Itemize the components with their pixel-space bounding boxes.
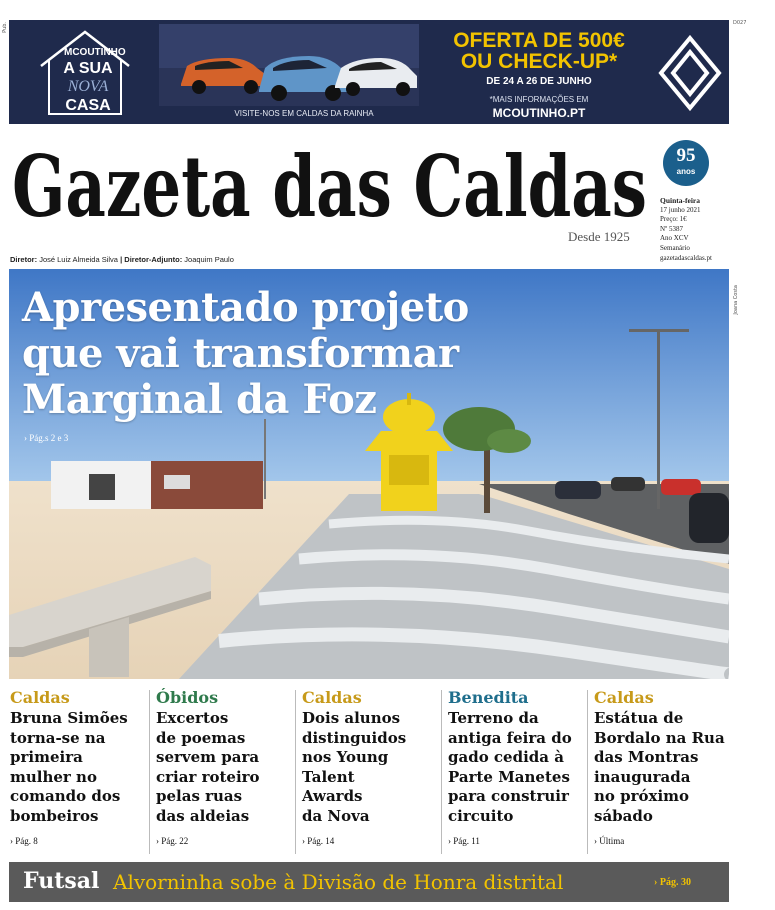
teaser-page-ref[interactable]: [10, 836, 38, 846]
anniversary-badge: [663, 140, 709, 186]
advertisement-banner[interactable]: [9, 20, 729, 124]
deputy-label: Diretor-Adjunto:: [124, 255, 183, 264]
teaser-section: Óbidos: [156, 688, 219, 707]
renault-logo-icon: [657, 34, 723, 112]
chevron-right-icon: ›: [24, 433, 27, 443]
teaser-headline-line: sábado: [594, 806, 653, 825]
teaser-page-ref-text: Última: [599, 836, 625, 846]
lead-page-ref[interactable]: [24, 433, 68, 443]
teaser-headline-line: servem para: [156, 748, 260, 767]
teaser-headline-line: de poemas: [156, 728, 246, 747]
teaser-headline-line: mulher no: [10, 767, 97, 786]
ad-line-1: A SUA: [63, 60, 113, 77]
teaser-page-ref[interactable]: [302, 836, 334, 846]
teaser-headline-line: das Montras: [594, 748, 699, 767]
ad-offer: [419, 30, 659, 72]
staff-separator: |: [120, 255, 123, 264]
teaser-headline: [302, 709, 440, 827]
teaser-headline-line: comando dos: [10, 787, 121, 806]
teaser-headline-line: gado cedida à: [448, 748, 564, 767]
edition-date: 17 junho 2021: [660, 205, 701, 214]
ad-dates: DE 24 A 26 DE JUNHO: [486, 76, 592, 87]
teaser-headline-line: Awards: [302, 787, 363, 806]
staff-line: [10, 255, 234, 264]
teaser-headline-line: Parte Manetes: [448, 767, 570, 786]
column-divider: [441, 690, 442, 854]
edition-year: Ano XCV: [660, 234, 689, 243]
teaser-headline-line: distinguidos: [302, 728, 407, 747]
lead-page-ref-text: Pág.s 2 e 3: [29, 433, 69, 443]
teaser-headline: [10, 709, 148, 827]
footer-section: Futsal: [23, 868, 100, 894]
teaser-headline-line: Dois alunos: [302, 709, 401, 727]
column-divider: [587, 690, 588, 854]
teaser-headline-line: da Nova: [302, 806, 370, 825]
teaser-page-ref-text: Pág. 22: [161, 836, 189, 846]
teaser-article[interactable]: [448, 688, 586, 846]
ad-line-2: NOVA: [67, 78, 109, 95]
teaser-headline-line: Bruna Simões: [10, 709, 128, 727]
lead-headline[interactable]: [22, 285, 542, 423]
teaser-page-ref[interactable]: [156, 836, 188, 846]
edition-info: [660, 196, 732, 263]
lead-headline-line-3: Marginal da Foz: [22, 376, 377, 423]
teaser-headline-line: Terreno da: [448, 709, 539, 727]
teaser-headline-line: Excertos: [156, 709, 229, 727]
teaser-page-ref[interactable]: [594, 836, 624, 846]
masthead-since: Desde 1925: [568, 229, 630, 244]
teaser-headline: [594, 709, 732, 827]
footer-story-title: Alvorninha sobe à Divisão de Honra distrital: [113, 870, 564, 894]
chevron-right-icon: ›: [302, 836, 308, 846]
ad-line-3: CASA: [65, 97, 111, 114]
teaser-headline-line: circuito: [448, 806, 514, 825]
teaser-article[interactable]: [156, 688, 294, 846]
anniversary-number: 95: [676, 145, 696, 166]
teaser-headline-line: torna-se na: [10, 728, 106, 747]
column-divider: [295, 690, 296, 854]
edition-website[interactable]: gazetadascaldas.pt: [660, 253, 712, 262]
teaser-section: Caldas: [594, 688, 654, 707]
ad-brand-small: MCOUTINHO: [64, 47, 126, 58]
lead-headline-line-1: Apresentado projeto: [22, 284, 469, 331]
chevron-right-icon: ›: [448, 836, 454, 846]
ad-side-label: Pub.: [2, 22, 8, 33]
ad-visit-text: VISITE-NOS EM CALDAS DA RAINHA: [234, 109, 374, 118]
photo-credit: Joana Costa: [733, 285, 739, 315]
edition-weekday: Quinta-feira: [660, 196, 700, 205]
teaser-article[interactable]: [10, 688, 148, 846]
teaser-headline-line: antiga feira do: [448, 728, 572, 747]
deputy-name: Joaquim Paulo: [184, 255, 234, 264]
teaser-page-ref-text: Pág. 14: [307, 836, 335, 846]
chevron-right-icon: ›: [10, 836, 16, 846]
teaser-headline-line: Bordalo na Rua: [594, 728, 725, 747]
director-name: José Luiz Almeida Silva: [39, 255, 118, 264]
teaser-article[interactable]: [302, 688, 440, 846]
teaser-headline-line: para construir: [448, 787, 569, 806]
teaser-section: Benedita: [448, 688, 529, 707]
teaser-page-ref-text: Pág. 8: [15, 836, 38, 846]
teaser-headline-line: Talent: [302, 767, 355, 786]
teaser-headline-line: inaugurada: [594, 767, 691, 786]
chevron-right-icon: ›: [654, 877, 660, 888]
edition-frequency: Semanário: [660, 243, 690, 252]
teaser-headline: [156, 709, 294, 827]
teaser-headline-line: das aldeias: [156, 806, 250, 825]
ad-cars-image: [159, 24, 419, 106]
column-divider: [149, 690, 150, 854]
masthead-title[interactable]: [12, 132, 652, 232]
footer-page-ref-text: Pág. 30: [659, 877, 691, 888]
masthead-title-text: Gazeta das Caldas: [12, 137, 647, 232]
ad-more-info: *MAIS INFORMAÇÕES EM: [489, 95, 589, 104]
teaser-headline-line: nos Young: [302, 748, 389, 767]
anniversary-label: anos: [676, 167, 696, 176]
teaser-headline-line: no próximo: [594, 787, 690, 806]
footer-story-bar[interactable]: [9, 862, 729, 902]
teaser-page-ref-text: Pág. 11: [453, 836, 480, 846]
footer-page-ref[interactable]: [654, 877, 691, 888]
teaser-section: Caldas: [10, 688, 70, 707]
teaser-headline-line: bombeiros: [10, 806, 99, 825]
edition-number: Nº 5387: [660, 224, 683, 233]
ad-offer-line-1: OFERTA DE 500€: [453, 29, 625, 52]
teaser-headline-line: criar roteiro: [156, 767, 260, 786]
chevron-right-icon: ›: [156, 836, 162, 846]
director-label: Diretor:: [10, 255, 38, 264]
chevron-right-icon: ›: [594, 836, 600, 846]
teaser-article[interactable]: [594, 688, 732, 846]
teaser-headline-line: Estátua de: [594, 709, 684, 727]
teaser-page-ref[interactable]: [448, 836, 480, 846]
lead-headline-line-2: que vai transformar: [22, 330, 459, 377]
edition-price: Preço: 1€: [660, 215, 687, 224]
teaser-headline-line: pelas ruas: [156, 787, 243, 806]
teaser-section: Caldas: [302, 688, 362, 707]
teaser-headline: [448, 709, 586, 827]
ad-website-link[interactable]: MCOUTINHO.PT: [492, 106, 586, 120]
ad-offer-line-2: OU CHECK-UP*: [460, 50, 618, 73]
ad-code-label: D027: [733, 20, 747, 26]
teaser-headline-line: primeira: [10, 748, 83, 767]
